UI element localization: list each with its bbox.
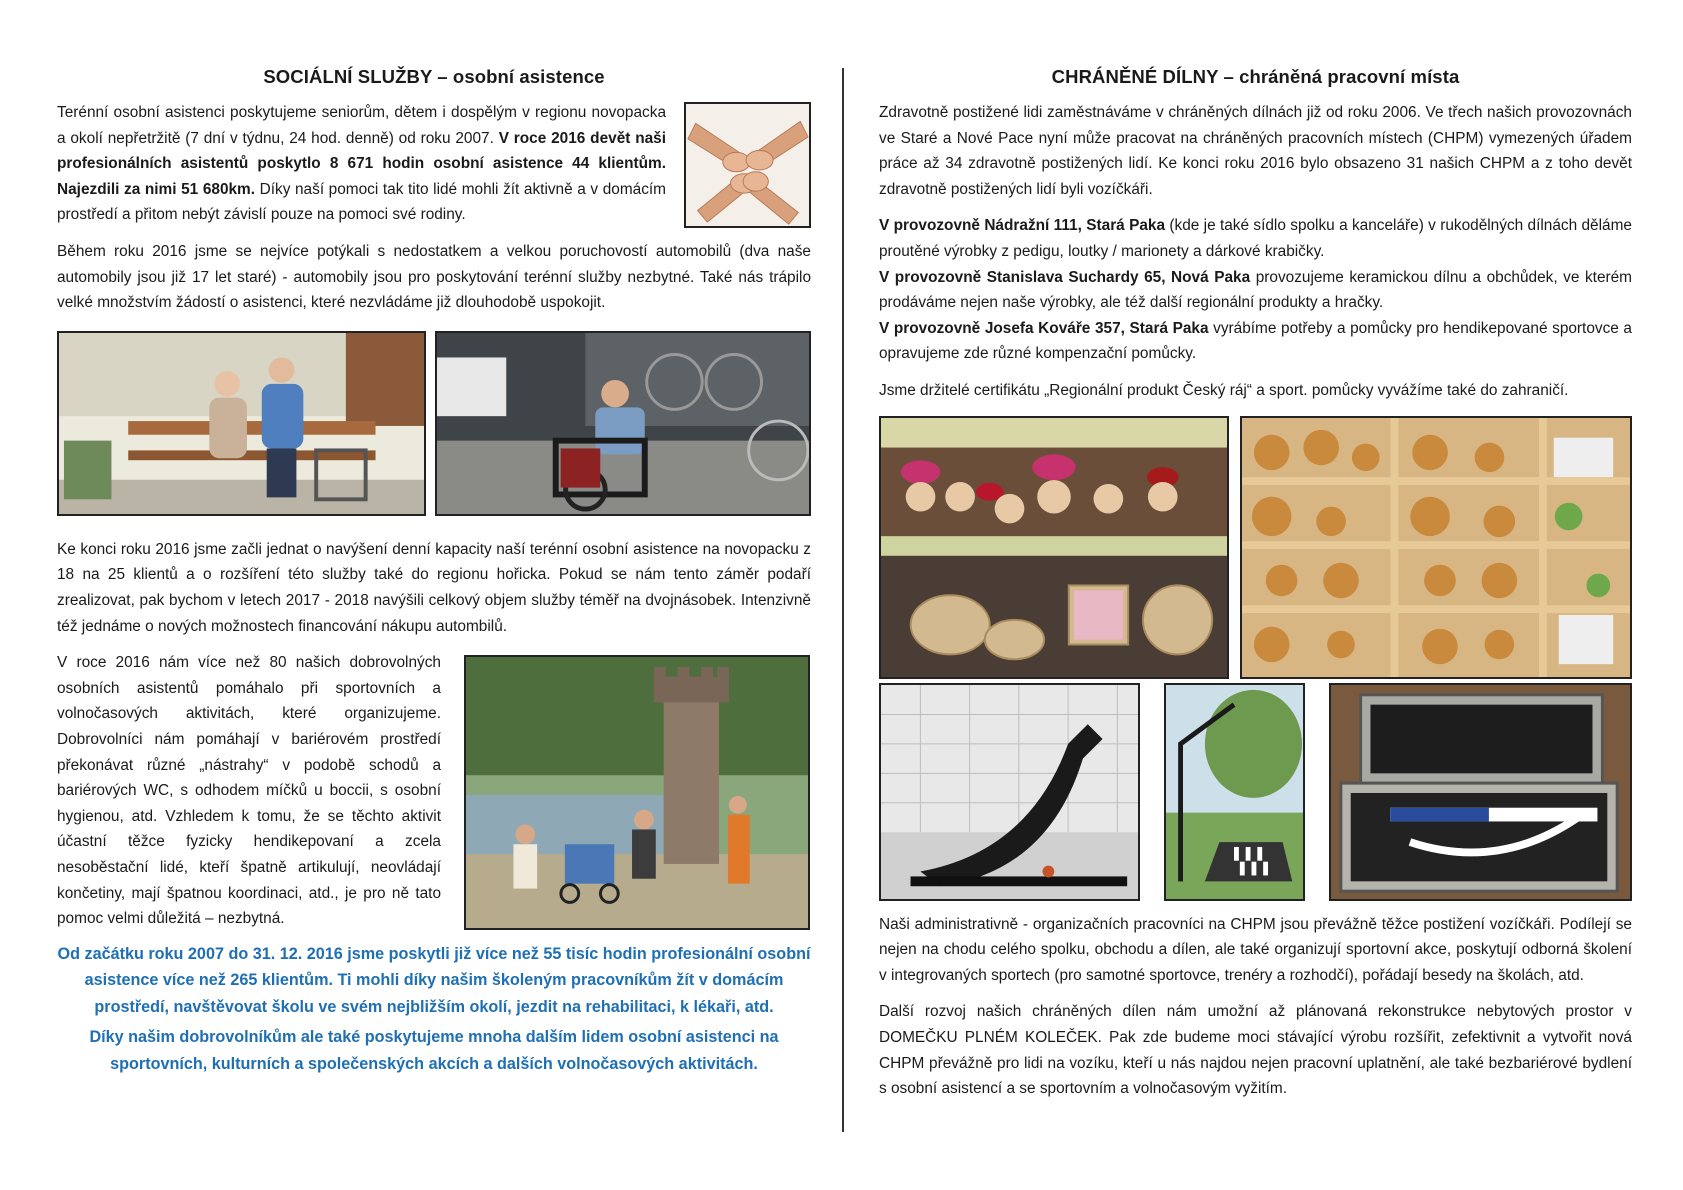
p1-part-a: Terénní osobní asistenci poskytujeme seniorům, dětem i dospělým v regionu novopacka a okolí nepřetržitě (7 dní v týdnu, 24 hod. denně) od roku 2007. <box>57 104 666 147</box>
volunteers-highlight: Díky našim dobrovolníkům ale také poskytujeme mnoha dalším lidem osobní asistenci na sportovních, kulturních a společenských akcích a dalších volnočasových aktivitách. <box>89 1028 779 1073</box>
heading-bold: CHRÁNĚNÉ DÍLNY <box>1051 66 1219 87</box>
certificate-paragraph: Jsme držitelé certifikátu „Regionální produkt Český ráj“ a sport. pomůcky vyvážíme také do zahraničí. <box>879 381 1569 399</box>
left-column <box>57 66 811 1077</box>
cars-paragraph: Během roku 2016 jsme se nejvíce potýkali s nedostatkem a velkou poruchovostí automobilů (dva naše automobily jsou již 17 let staré) - automobily jsou pro poskytování terénní služby nezbytné. Také nás trápilo velké množstvím žádostí o asistenci, které nezvládáme již dlouhodobě uspokojit. <box>57 243 811 312</box>
location-3-address: V provozovně Josefa Kováře 357, Stará Paka <box>879 319 1209 337</box>
future-development-paragraph: Další rozvoj našich chráněných dílen nám umožní až plánovaná rekonstrukce nebytových prostor v DOMEČKU PLNÉM KOLEČEK. Pak zde budeme moci stávající výrobu rozšířit, zefektivnit a vytvořit nová CHPM převážně pro lidi na vozíku, kteří u nás najdou nejen pracovní uplatnění, ale také bezbariérové bydlení s osobní asistencí a se sportovním a volnočasovým vyžitím. <box>879 1003 1632 1098</box>
location-1-text: (kde je také sídlo spolku a kanceláře) v rukodělných dílnách děláme proutěné výrobky z pedigu, loutky / marionety a dárkové krabičky. <box>879 217 1632 260</box>
seniors-bench-photo <box>57 331 426 516</box>
bocce-ramp-photo <box>879 683 1140 901</box>
heading-rest: – osobní asistence <box>432 66 605 87</box>
location-2-paragraph <box>879 265 1632 316</box>
equipment-case-photo <box>1329 683 1632 901</box>
right-photo-row-1 <box>879 416 1632 679</box>
outdoor-bowling-photo <box>1164 683 1305 901</box>
summary-highlight: Od začátku roku 2007 do 31. 12. 2016 jsme poskytli již více než 55 tisíc hodin profesionální osobní asistence více než 265 klientům. Ti mohli díky našim školeným pracovníkům žít v domácím prostředí, navštěvovat školu ve svém nejbližším okolí, jezdit na rehabilitaci, k lékaři, atd. <box>57 944 811 1016</box>
admin-workers-paragraph: Naši administrativně - organizačních pracovníci na CHPM jsou převážně těžce postižení vozíčkáři. Podílejí se nejen na chodu celého spolku, obchodu a dílen, ale také organizují sportovní akce, poskytují odborná školení v integrovaných sportech (pro samotné sportovce, trenéry a rozhodčí), pořádají besedy na školách, atd. <box>879 915 1632 984</box>
location-3-paragraph <box>879 316 1632 367</box>
p1-bold: V roce 2016 devět naši profesionálních asistentů poskytlo 8 671 hodin osobní asistence 44 klientům. Najezdili za nimi 51 680km. <box>57 129 666 198</box>
sheltered-workshops-heading <box>879 66 1632 88</box>
joined-hands-photo <box>684 102 811 228</box>
workshops-intro-paragraph: Zdravotně postižené lidi zaměstnáváme v chráněných dílnách již od roku 2006. Ve třech našich provozovnách ve Staré a Nové Pace nyní může pracovat na chráněných pracovních místech (CHPM) vymezených úřadem práce až 34 zdravotně postižených lidí. Ke konci roku 2016 bylo obsazeno 31 našich CHPM a z toho devět zdravotně postižených lidí byli vozíčkáři. <box>879 104 1632 198</box>
capacity-paragraph: Ke konci roku 2016 jsme začli jednat o navýšení denní kapacity naší terénní osobní asistence na novopacku z 18 na 25 klientů a o rozšíření této služby také do regionu hořicka. Pokud se nám tento záměr podaří zrealizovat, pak bychom v letech 2017 - 2018 navýšili celkový objem služby téměř na dvojnásobek. Intenzivně též jednáme o nových možnostech financování nákupu autombilů. <box>57 540 811 635</box>
right-column <box>879 66 1632 1102</box>
location-1-address: V provozovně Nádražní 111, Stará Paka <box>879 217 1166 235</box>
column-divider <box>842 68 844 1132</box>
heading-bold: SOCIÁLNÍ SLUŽBY <box>263 66 433 87</box>
right-photo-row-2 <box>879 683 1632 901</box>
location-2-address: V provozovně Stanislava Suchardy 65, Nová Paka <box>879 268 1251 286</box>
location-3-text: vyrábíme potřeby a pomůcky pro hendikepované sportovce a opravujeme zde různé kompenzační pomůcky. <box>879 319 1632 363</box>
heading-rest: – chráněná pracovní místa <box>1218 66 1460 87</box>
social-services-heading <box>57 66 811 88</box>
p1-part-c: Díky naší pomoci tak tito lidé mohli žít aktivně a v domácím prostředí a přitom nebýt závislí pouze na pomoci své rodiny. <box>57 180 667 224</box>
puppets-baskets-photo <box>879 416 1229 679</box>
tower-outing-photo <box>464 655 810 930</box>
location-1-paragraph <box>879 213 1632 264</box>
location-2-text: provozujeme keramickou dílnu a obchůdek, ve kterém prodáváme nejen naše výrobky, ale též další regionální produkty a hračky. <box>879 268 1633 312</box>
wheelchair-workshop-photo <box>435 331 811 516</box>
volunteers-paragraph: V roce 2016 nám více než 80 našich dobrovolných osobních asistentů pomáhalo při sportovních a volnočasových aktivitách, které organizujeme. Dobrovolníci nám pomáhají v bariérovém prostředí překonávat různé „nástrahy“ v podobě schodů a bariérových WC, s odhodem míčků u boccii, s osobní hygienou, atd. Vzhledem k tomu, že se těchto aktivit účastní těžce fyzicky hendikepovaní a zcela nesoběstační lidé, kteří špatně artikulují, neovládají končetiny, mají špatnou koordinaci, atd., je pro ně tato pomoc velmi důležitá – nezbytná. <box>57 654 441 928</box>
ceramics-shelves-photo <box>1240 416 1632 679</box>
left-photo-row <box>57 331 811 516</box>
